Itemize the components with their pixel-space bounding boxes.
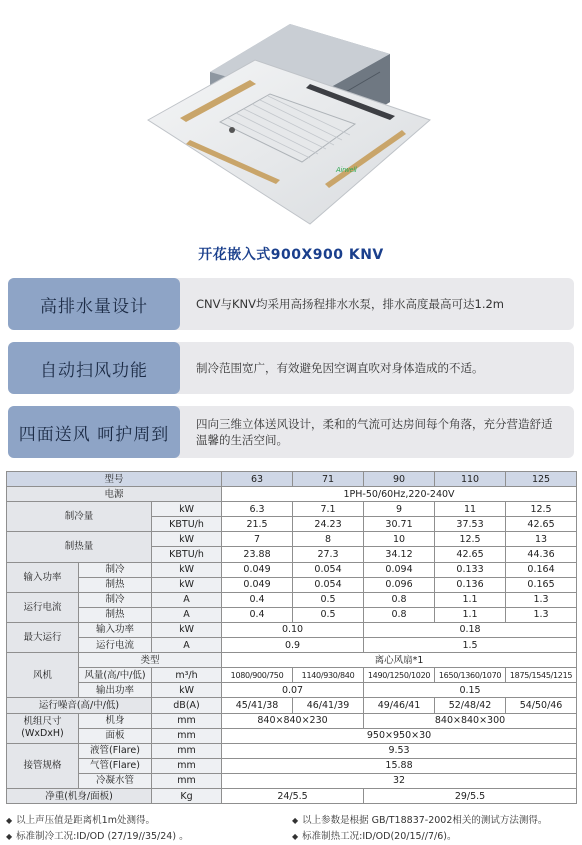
feature-title: 四面送风 呵护周到 xyxy=(8,406,180,458)
model-cell: 63 xyxy=(222,472,293,487)
table-cell: 49/46/41 xyxy=(364,698,435,713)
table-cell: 8 xyxy=(293,532,364,547)
table-row xyxy=(7,638,577,653)
table-cell: 1490/1250/1020 xyxy=(364,668,435,683)
table-cell: 0.049 xyxy=(222,562,293,577)
unit-cell: mm xyxy=(152,713,222,728)
table-cell: 0.5 xyxy=(293,607,364,622)
table-cell: 840×840×300 xyxy=(364,713,577,728)
feature-description: 制冷范围宽广，有效避免因空调直吹对身体造成的不适。 xyxy=(196,361,484,375)
table-cell: 7 xyxy=(222,532,293,547)
row-label: 接管规格 xyxy=(7,743,79,788)
table-row xyxy=(7,532,577,547)
table-cell: 30.71 xyxy=(364,517,435,532)
sub-label: 机身 xyxy=(79,713,152,728)
unit-cell: dB(A) xyxy=(152,698,222,713)
table-cell: 23.88 xyxy=(222,547,293,562)
table-cell: 0.164 xyxy=(506,562,577,577)
table-cell: 1140/930/840 xyxy=(293,668,364,683)
table-row xyxy=(7,607,577,622)
table-cell: 1.5 xyxy=(364,638,577,653)
table-cell: 9 xyxy=(364,502,435,517)
table-cell: 0.9 xyxy=(222,638,364,653)
table-cell: 0.133 xyxy=(435,562,506,577)
table-cell: 0.15 xyxy=(364,683,577,698)
table-cell: 29/5.5 xyxy=(364,788,577,803)
table-cell: 1875/1545/1215 xyxy=(506,668,577,683)
table-cell: 12.5 xyxy=(506,502,577,517)
sub-label: 面板 xyxy=(79,728,152,743)
unit-cell: A xyxy=(152,638,222,653)
spec-table xyxy=(6,471,577,804)
diamond-bullet-icon: ◆ xyxy=(292,816,299,825)
table-row xyxy=(7,713,577,728)
table-cell: 9.53 xyxy=(222,743,577,758)
sub-label: 输入功率 xyxy=(79,622,152,637)
sub-label: 制热 xyxy=(79,577,152,592)
table-cell: 12.5 xyxy=(435,532,506,547)
table-row xyxy=(7,577,577,592)
row-label: 最大运行 xyxy=(7,622,79,652)
table-row xyxy=(7,653,577,668)
table-cell: 0.5 xyxy=(293,592,364,607)
sub-label: 运行电流 xyxy=(79,638,152,653)
footnote-text: 以上声压值是距离机1m处测得。 xyxy=(16,815,155,826)
row-label: 风机 xyxy=(7,653,79,698)
feature-title: 自动扫风功能 xyxy=(8,342,180,394)
unit-cell: mm xyxy=(152,758,222,773)
table-cell: 6.3 xyxy=(222,502,293,517)
sub-label: 冷凝水管 xyxy=(79,773,152,788)
table-cell: 13 xyxy=(506,532,577,547)
footnote-text: 标准制热工况:ID/OD(20/15//7/6)。 xyxy=(302,831,457,842)
row-label: 输入功率 xyxy=(7,562,79,592)
table-cell: 0.094 xyxy=(364,562,435,577)
table-row xyxy=(7,472,577,487)
sub-label: 输出功率 xyxy=(79,683,152,698)
table-row xyxy=(7,773,577,788)
diamond-bullet-icon: ◆ xyxy=(6,832,13,841)
unit-cell: kW xyxy=(152,562,222,577)
table-row xyxy=(7,502,577,517)
table-cell: 21.5 xyxy=(222,517,293,532)
table-cell: 离心风扇*1 xyxy=(222,653,577,668)
feature-row xyxy=(8,278,574,330)
unit-cell: kW xyxy=(152,577,222,592)
unit-cell: kW xyxy=(152,532,222,547)
unit-cell: A xyxy=(152,592,222,607)
footnote-text: 标准制冷工况:ID/OD (27/19//35/24) 。 xyxy=(16,831,189,842)
table-cell: 0.054 xyxy=(293,562,364,577)
footnote xyxy=(292,813,547,829)
table-cell: 32 xyxy=(222,773,577,788)
feature-description: CNV与KNV均采用高扬程排水水泵，排水高度最高可达1.2m xyxy=(196,297,504,311)
row-label: 制冷量 xyxy=(7,502,152,532)
table-cell: 7.1 xyxy=(293,502,364,517)
table-cell: 42.65 xyxy=(506,517,577,532)
table-cell: 0.10 xyxy=(222,622,364,637)
brand-logo: Airwell xyxy=(336,167,357,174)
unit-cell: A xyxy=(152,607,222,622)
table-cell: 24.23 xyxy=(293,517,364,532)
table-cell: 1.1 xyxy=(435,607,506,622)
sub-label: 风量(高/中/低) xyxy=(79,668,152,683)
row-label xyxy=(7,713,79,743)
table-cell: 0.07 xyxy=(222,683,364,698)
table-cell: 0.8 xyxy=(364,592,435,607)
table-row xyxy=(7,668,577,683)
table-cell: 0.165 xyxy=(506,577,577,592)
diamond-bullet-icon: ◆ xyxy=(292,832,299,841)
table-cell: 0.4 xyxy=(222,607,293,622)
table-row xyxy=(7,622,577,637)
table-cell: 0.8 xyxy=(364,607,435,622)
table-cell: 0.049 xyxy=(222,577,293,592)
table-cell: 27.3 xyxy=(293,547,364,562)
model-cell: 90 xyxy=(364,472,435,487)
sub-label: 制冷 xyxy=(79,562,152,577)
unit-cell: mm xyxy=(152,773,222,788)
feature-title: 高排水量设计 xyxy=(8,278,180,330)
diamond-bullet-icon: ◆ xyxy=(6,816,13,825)
row-label: 电源 xyxy=(7,487,222,502)
sub-label: 类型 xyxy=(79,653,222,668)
unit-cell: KBTU/h xyxy=(152,547,222,562)
table-cell: 1.3 xyxy=(506,592,577,607)
table-row xyxy=(7,743,577,758)
unit-cell: Kg xyxy=(152,788,222,803)
table-row xyxy=(7,487,577,502)
table-cell: 0.18 xyxy=(364,622,577,637)
table-cell: 15.88 xyxy=(222,758,577,773)
model-cell: 110 xyxy=(435,472,506,487)
table-cell: 45/41/38 xyxy=(222,698,293,713)
row-label: 制热量 xyxy=(7,532,152,562)
table-row xyxy=(7,758,577,773)
unit-cell: mm xyxy=(152,743,222,758)
table-row xyxy=(7,728,577,743)
table-cell: 44.36 xyxy=(506,547,577,562)
table-cell: 0.4 xyxy=(222,592,293,607)
sub-label: 液管(Flare) xyxy=(79,743,152,758)
unit-cell: kW xyxy=(152,622,222,637)
sub-label: 制热 xyxy=(79,607,152,622)
row-label: 运行噪音(高/中/低) xyxy=(7,698,152,713)
sub-label: 制冷 xyxy=(79,592,152,607)
model-cell: 71 xyxy=(293,472,364,487)
table-cell: 42.65 xyxy=(435,547,506,562)
table-cell: 1080/900/750 xyxy=(222,668,293,683)
table-cell: 0.096 xyxy=(364,577,435,592)
table-cell: 840×840×230 xyxy=(222,713,364,728)
dims-label: 机组尺寸 xyxy=(23,716,62,728)
table-cell: 52/48/42 xyxy=(435,698,506,713)
table-row xyxy=(7,698,577,713)
unit-cell: kW xyxy=(152,502,222,517)
table-cell: 1PH-50/60Hz,220-240V xyxy=(222,487,577,502)
table-cell: 11 xyxy=(435,502,506,517)
table-cell: 0.054 xyxy=(293,577,364,592)
table-cell: 10 xyxy=(364,532,435,547)
table-cell: 24/5.5 xyxy=(222,788,364,803)
sub-label: 气管(Flare) xyxy=(79,758,152,773)
table-row xyxy=(7,788,577,803)
unit-cell: KBTU/h xyxy=(152,517,222,532)
table-cell: 1.3 xyxy=(506,607,577,622)
model-cell: 125 xyxy=(506,472,577,487)
table-cell: 950×950×30 xyxy=(222,728,577,743)
row-label: 净重(机身/面板) xyxy=(7,788,152,803)
unit-cell: mm xyxy=(152,728,222,743)
table-cell: 1650/1360/1070 xyxy=(435,668,506,683)
table-row xyxy=(7,562,577,577)
unit-cell: m³/h xyxy=(152,668,222,683)
feature-row xyxy=(8,406,574,458)
table-cell: 37.53 xyxy=(435,517,506,532)
feature-description: 四向三维立体送风设计，柔和的气流可达房间每个角落，充分营造舒适温馨的生活空间。 xyxy=(196,417,553,447)
table-cell: 46/41/39 xyxy=(293,698,364,713)
table-cell: 54/50/46 xyxy=(506,698,577,713)
cassette-unit-image xyxy=(140,12,440,232)
table-cell: 0.136 xyxy=(435,577,506,592)
footnote xyxy=(6,829,189,845)
model-label: 型号 xyxy=(7,472,222,487)
product-caption: 开花嵌入式900X900 KNV xyxy=(198,247,384,263)
footnote xyxy=(6,813,155,829)
row-label: 运行电流 xyxy=(7,592,79,622)
table-cell: 1.1 xyxy=(435,592,506,607)
table-row xyxy=(7,683,577,698)
feature-row xyxy=(8,342,574,394)
footnote xyxy=(292,829,456,845)
table-row xyxy=(7,592,577,607)
table-cell: 34.12 xyxy=(364,547,435,562)
dims-label-sub: (WxDxH) xyxy=(21,728,64,740)
footnote-text: 以上参数是根据 GB/T18837-2002相关的测试方法测得。 xyxy=(302,815,548,826)
unit-cell: kW xyxy=(152,683,222,698)
